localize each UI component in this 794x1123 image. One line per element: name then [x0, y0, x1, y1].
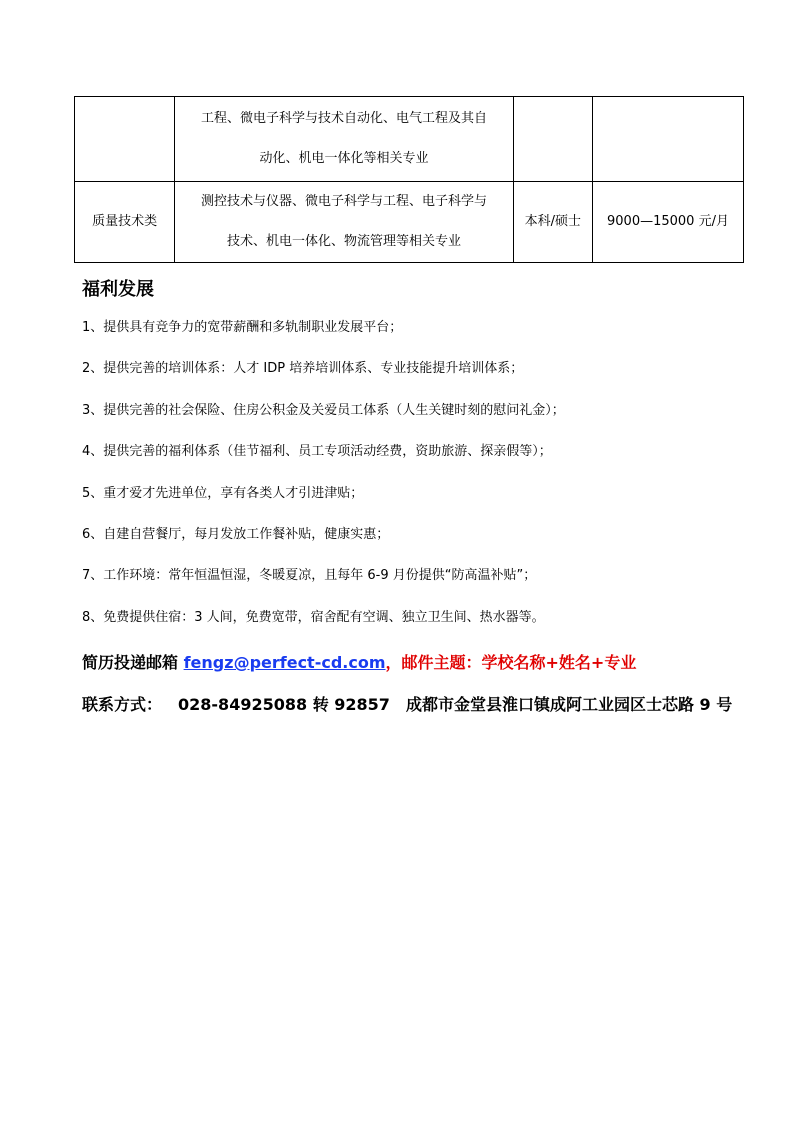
contact-label: 联系方式： — [82, 695, 163, 714]
benefit-item: 3、提供完善的社会保险、住房公积金及关爱员工体系（人生关键时刻的慰问礼金）； — [82, 402, 565, 418]
salary-cell — [592, 97, 743, 182]
benefit-item: 6、自建自营餐厅，每月发放工作餐补贴，健康实惠； — [82, 526, 390, 542]
benefit-item: 1、提供具有竞争力的宽带薪酬和多轨制职业发展平台； — [82, 320, 403, 335]
majors-line: 测控技术与仪器、微电子科学与工程、电子科学与 — [200, 194, 487, 209]
majors-line: 工程、微电子科学与技术自动化、电气工程及其自 — [200, 111, 487, 126]
degree-cell: 本科/硕士 — [513, 182, 592, 263]
benefit-item: 4、提供完善的福利体系（佳节福利、员工专项活动经费，资助旅游、探亲假等）； — [82, 444, 552, 460]
resume-email-line — [82, 651, 636, 675]
contact-line — [82, 693, 732, 717]
email-subject-note: ，邮件主题：学校名称+姓名+专业 — [385, 653, 637, 672]
contact-phone: 028-84925088 转 92857 — [178, 695, 390, 714]
benefit-item: 7、工作环境：常年恒温恒湿，冬暖夏凉，且每年 6-9 月份提供“防高温补贴”； — [82, 568, 537, 584]
job-table — [74, 96, 744, 263]
contact-address: 成都市金堂县淮口镇成阿工业园区士芯路 9 号 — [405, 695, 733, 714]
category-cell — [75, 97, 175, 182]
benefit-item: 8、免费提供住宿：3 人间，免费宽带，宿舍配有空调、独立卫生间、热水器等。 — [82, 609, 545, 625]
resume-label: 简历投递邮箱 — [82, 653, 179, 672]
salary-cell: 9000—15000 元/月 — [592, 182, 743, 263]
majors-line: 技术、机电一体化、物流管理等相关专业 — [226, 234, 461, 249]
resume-email-link[interactable]: fengz@perfect-cd.com — [183, 653, 386, 672]
degree-cell — [513, 97, 592, 182]
benefit-item: 2、提供完善的培训体系：人才 IDP 培养培训体系、专业技能提升培训体系； — [82, 361, 524, 377]
table-row — [75, 97, 744, 182]
category-cell: 质量技术类 — [75, 182, 175, 263]
benefits-list — [82, 318, 565, 649]
benefit-item: 5、重才爱才先进单位，享有各类人才引进津贴； — [82, 485, 364, 501]
majors-line: 动化、机电一体化等相关专业 — [259, 151, 429, 166]
benefits-title: 福利发展 — [82, 279, 154, 300]
majors-cell — [175, 97, 513, 182]
majors-cell — [175, 182, 513, 263]
table-row — [75, 182, 744, 263]
